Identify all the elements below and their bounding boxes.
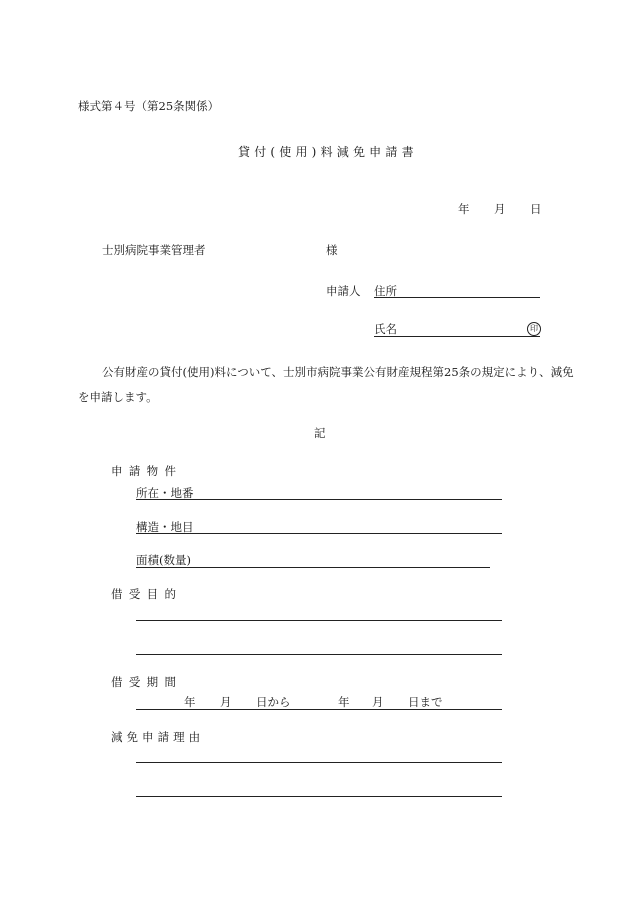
purpose-line-2[interactable] (136, 654, 502, 655)
name-label: 氏名 (374, 322, 397, 336)
purpose-heading: 借受目的 (111, 587, 183, 601)
period-year-from: 年 (184, 695, 196, 709)
body-paragraph: 公有財産の貸付(使用)料について、士別市病院事業公有財産規程第25条の規定により、減免を申請します。 (78, 365, 574, 404)
period-month-to: 月 (372, 695, 384, 709)
reason-line-1[interactable] (136, 762, 502, 763)
name-field[interactable] (374, 336, 540, 337)
period-year-to: 年 (338, 695, 350, 709)
period-heading: 借受期間 (111, 675, 183, 689)
property-heading: 申請物件 (111, 464, 183, 478)
date-month-label: 月 (494, 202, 506, 216)
form-number: 様式第４号（第25条関係） (78, 99, 220, 113)
structure-field[interactable] (136, 533, 502, 534)
addressee-honorific: 様 (326, 243, 338, 257)
location-label: 所在・地番 (136, 486, 194, 500)
area-label: 面積(数量) (136, 553, 191, 567)
ki-heading: 記 (314, 426, 326, 440)
date-year-label: 年 (458, 202, 470, 216)
reason-heading: 減免申請理由 (111, 730, 205, 744)
document-title: 貸付(使用)料減免申請書 (238, 145, 418, 159)
period-field[interactable] (136, 709, 502, 710)
area-field[interactable] (136, 567, 490, 568)
period-day-to: 日まで (408, 695, 443, 709)
period-day-from: 日から (256, 695, 291, 709)
address-label: 住所 (374, 284, 397, 298)
addressee-name: 士別病院事業管理者 (102, 243, 206, 257)
purpose-line-1[interactable] (136, 620, 502, 621)
period-month-from: 月 (220, 695, 232, 709)
location-field[interactable] (136, 499, 502, 500)
applicant-label: 申請人 (326, 284, 361, 298)
address-field[interactable] (374, 297, 540, 298)
reason-line-2[interactable] (136, 796, 502, 797)
structure-label: 構造・地目 (136, 520, 194, 534)
seal-mark: 印 (527, 322, 541, 336)
date-day-label: 日 (530, 202, 542, 216)
